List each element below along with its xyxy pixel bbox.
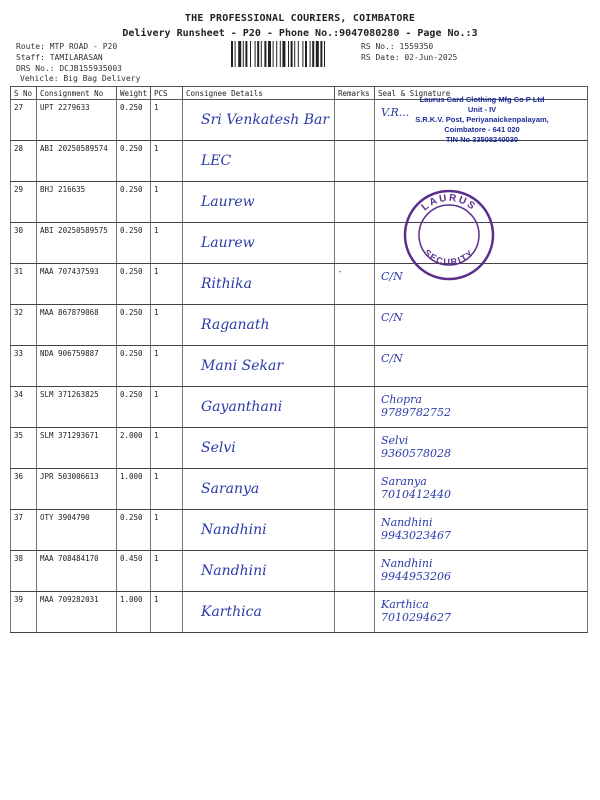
barcode-bar — [291, 41, 293, 67]
serial-number: 33 — [11, 346, 37, 387]
company-title: THE PROFESSIONAL COURIERS, COIMBATORE — [184, 13, 416, 24]
remarks — [335, 141, 375, 182]
consignee-name: Saranya — [201, 481, 260, 497]
signature-cell — [375, 428, 588, 469]
stamp-line: S.R.K.V. Post, Periyanaickenpalayam, — [415, 115, 549, 124]
rs-date: RS Date: 02-Jun-2025 — [361, 53, 458, 62]
consignment-number: SLM 371263825 — [37, 387, 117, 428]
stamp-line: Laurus Card Clothing Mfg Co P Ltd — [419, 95, 545, 104]
col-header: Weight — [117, 87, 151, 100]
rs-number: RS No.: 1559350 — [361, 42, 434, 51]
remarks — [335, 387, 375, 428]
serial-number: 36 — [11, 469, 37, 510]
seal-bottom-text: SECURITY — [422, 247, 476, 268]
consignee-cell — [183, 346, 335, 387]
table-row — [11, 387, 588, 428]
signature-cell — [375, 510, 588, 551]
consignee-name: Karthica — [201, 604, 262, 620]
remarks — [335, 469, 375, 510]
barcode-bar — [243, 41, 244, 67]
barcode-bar — [250, 41, 251, 67]
serial-number: 39 — [11, 592, 37, 633]
pieces: 1 — [151, 182, 183, 223]
runsheet-title: Delivery Runsheet - P20 - Phone No.:9047080280 - Page No.:3 — [122, 28, 478, 39]
consignee-name: Mani Sekar — [201, 358, 284, 374]
col-header: Seal & Signature — [375, 87, 588, 100]
barcode-bar — [324, 41, 325, 67]
signature-line: Chopra — [381, 393, 422, 406]
consignment-number: MAA 709282031 — [37, 592, 117, 633]
barcode-bar — [276, 41, 277, 67]
barcode-bar — [245, 41, 247, 67]
serial-number: 27 — [11, 100, 37, 141]
table-row — [11, 428, 588, 469]
table-row — [11, 264, 588, 305]
consignee-cell — [183, 551, 335, 592]
serial-number: 38 — [11, 551, 37, 592]
pieces: 1 — [151, 592, 183, 633]
table-row — [11, 141, 588, 182]
table-row — [11, 305, 588, 346]
col-header: S No — [11, 87, 37, 100]
serial-number: 37 — [11, 510, 37, 551]
serial-number: 34 — [11, 387, 37, 428]
consignment-number: MAA 867879068 — [37, 305, 117, 346]
signature-cell — [375, 305, 588, 346]
signature-cell — [375, 551, 588, 592]
consignee-name: Rithika — [201, 276, 252, 292]
remarks — [335, 510, 375, 551]
consignee-name: Nandhini — [201, 522, 267, 538]
staff: Staff: TAMILARASAN — [16, 53, 103, 62]
remarks — [335, 428, 375, 469]
consignee-cell — [183, 469, 335, 510]
consignment-number: ABI 20250589574 — [37, 141, 117, 182]
company-stamp — [382, 95, 582, 145]
weight: 0.250 — [117, 223, 151, 264]
remarks — [335, 100, 375, 141]
pieces: 1 — [151, 346, 183, 387]
weight: 0.450 — [117, 551, 151, 592]
signature-phone: 7010294627 — [381, 611, 451, 624]
signature-line: C/N — [381, 311, 403, 324]
signature-cell — [375, 141, 588, 182]
signature-line: Karthica — [381, 598, 429, 611]
consignee-cell — [183, 387, 335, 428]
stamp-line: Coimbatore - 641 020 — [444, 125, 520, 134]
weight: 0.250 — [117, 346, 151, 387]
table-row — [11, 592, 588, 633]
pieces: 1 — [151, 510, 183, 551]
remarks — [335, 182, 375, 223]
table-row — [11, 551, 588, 592]
consignment-number: OTY 3904790 — [37, 510, 117, 551]
col-header: Consignment No — [37, 87, 117, 100]
consignee-cell — [183, 182, 335, 223]
consignee-cell — [183, 223, 335, 264]
serial-number: 32 — [11, 305, 37, 346]
remarks — [335, 305, 375, 346]
consignee-name: LEC — [201, 153, 232, 169]
barcode-bar — [255, 41, 256, 67]
signature-phone: 9360578028 — [381, 447, 451, 460]
signature-phone: 9943023467 — [381, 529, 451, 542]
barcode-bar — [288, 41, 289, 67]
consignment-number: MAA 708484170 — [37, 551, 117, 592]
remarks — [335, 551, 375, 592]
serial-number: 29 — [11, 182, 37, 223]
pieces: 1 — [151, 141, 183, 182]
barcode-bar — [238, 41, 241, 67]
barcode-bar — [231, 41, 233, 67]
barcode-bar — [298, 41, 299, 67]
barcode-bar — [310, 41, 311, 67]
pieces: 1 — [151, 264, 183, 305]
consignee-cell — [183, 428, 335, 469]
signature-line: C/N — [381, 270, 403, 283]
remarks — [335, 223, 375, 264]
consignee-name: Laurew — [201, 235, 255, 251]
signature-cell — [375, 346, 588, 387]
signature-line: Nandhini — [381, 516, 433, 529]
barcode-bar — [261, 41, 262, 67]
pieces: 1 — [151, 100, 183, 141]
consignment-number: SLM 371293671 — [37, 428, 117, 469]
weight: 0.250 — [117, 182, 151, 223]
consignment-number: BHJ 216635 — [37, 182, 117, 223]
barcode-bar — [280, 41, 281, 67]
barcode-bar — [264, 41, 266, 67]
weight: 0.250 — [117, 141, 151, 182]
signature-phone: 7010412440 — [381, 488, 451, 501]
consignment-number: MAA 707437593 — [37, 264, 117, 305]
barcode-bar — [305, 41, 307, 67]
barcode-bar — [235, 41, 236, 67]
consignee-cell — [183, 264, 335, 305]
serial-number: 28 — [11, 141, 37, 182]
signature-line: Selvi — [381, 434, 409, 447]
remarks: - — [335, 264, 375, 305]
serial-number: 35 — [11, 428, 37, 469]
weight: 1.000 — [117, 592, 151, 633]
consignee-name: Selvi — [201, 440, 236, 456]
weight: 2.000 — [117, 428, 151, 469]
consignee-cell — [183, 141, 335, 182]
pieces: 1 — [151, 387, 183, 428]
barcode-bar — [294, 41, 295, 67]
route: Route: MTP ROAD - P20 — [16, 42, 118, 51]
signature-line: C/N — [381, 352, 403, 365]
consignee-name: Sri Venkatesh Bar — [201, 112, 330, 128]
stamp-line: Unit - IV — [467, 105, 497, 114]
consignment-number: ABI 20250589575 — [37, 223, 117, 264]
barcode-bar — [312, 41, 314, 67]
table-row — [11, 346, 588, 387]
consignment-number: JPR 503006613 — [37, 469, 117, 510]
seal-top-text: LAURUS — [419, 192, 479, 214]
pieces: 1 — [151, 428, 183, 469]
weight: 0.250 — [117, 264, 151, 305]
barcode — [230, 41, 354, 67]
weight: 1.000 — [117, 469, 151, 510]
barcode-bar — [320, 41, 322, 67]
pieces: 1 — [151, 305, 183, 346]
consignee-name: Nandhini — [201, 563, 267, 579]
weight: 0.250 — [117, 510, 151, 551]
consignment-number: NDA 906759887 — [37, 346, 117, 387]
consignee-name: Laurew — [201, 194, 255, 210]
table-row — [11, 182, 588, 223]
barcode-bar — [316, 41, 319, 67]
barcode-bar — [282, 41, 285, 67]
consignment-number: UPT 2279633 — [37, 100, 117, 141]
col-header: PCS — [151, 87, 183, 100]
col-header: Consignee Details — [183, 87, 335, 100]
signature-cell — [375, 469, 588, 510]
barcode-bar — [273, 41, 274, 67]
serial-number: 31 — [11, 264, 37, 305]
vehicle: Vehicle: Big Bag Delivery — [20, 74, 141, 83]
consignee-cell — [183, 100, 335, 141]
consignee-cell — [183, 592, 335, 633]
signature-phone: 9944953206 — [381, 570, 451, 583]
barcode-bar — [268, 41, 271, 67]
barcode-bar — [302, 41, 303, 67]
svg-text:SECURITY — [422, 247, 476, 267]
runsheet-table — [10, 86, 588, 633]
serial-number: 30 — [11, 223, 37, 264]
consignee-cell — [183, 305, 335, 346]
pieces: 1 — [151, 469, 183, 510]
table-row — [11, 510, 588, 551]
signature-line: V.R... — [381, 106, 410, 119]
remarks — [335, 592, 375, 633]
round-seal — [402, 188, 496, 282]
table-row — [11, 469, 588, 510]
weight: 0.250 — [117, 305, 151, 346]
col-header: Remarks — [335, 87, 375, 100]
signature-cell — [375, 387, 588, 428]
remarks — [335, 346, 375, 387]
consignee-name: Gayanthani — [201, 399, 283, 415]
drs-number: DRS No.: DCJB155935003 — [16, 64, 122, 73]
signature-line: Saranya — [381, 475, 427, 488]
consignee-name: Raganath — [201, 317, 270, 333]
pieces: 1 — [151, 223, 183, 264]
weight: 0.250 — [117, 387, 151, 428]
pieces: 1 — [151, 551, 183, 592]
table-row — [11, 223, 588, 264]
weight: 0.250 — [117, 100, 151, 141]
stamp-line: TIN No 33508240030 — [445, 135, 519, 144]
signature-cell — [375, 592, 588, 633]
consignee-cell — [183, 510, 335, 551]
barcode-bar — [257, 41, 259, 67]
signature-phone: 9789782752 — [381, 406, 451, 419]
signature-line: Nandhini — [381, 557, 433, 570]
